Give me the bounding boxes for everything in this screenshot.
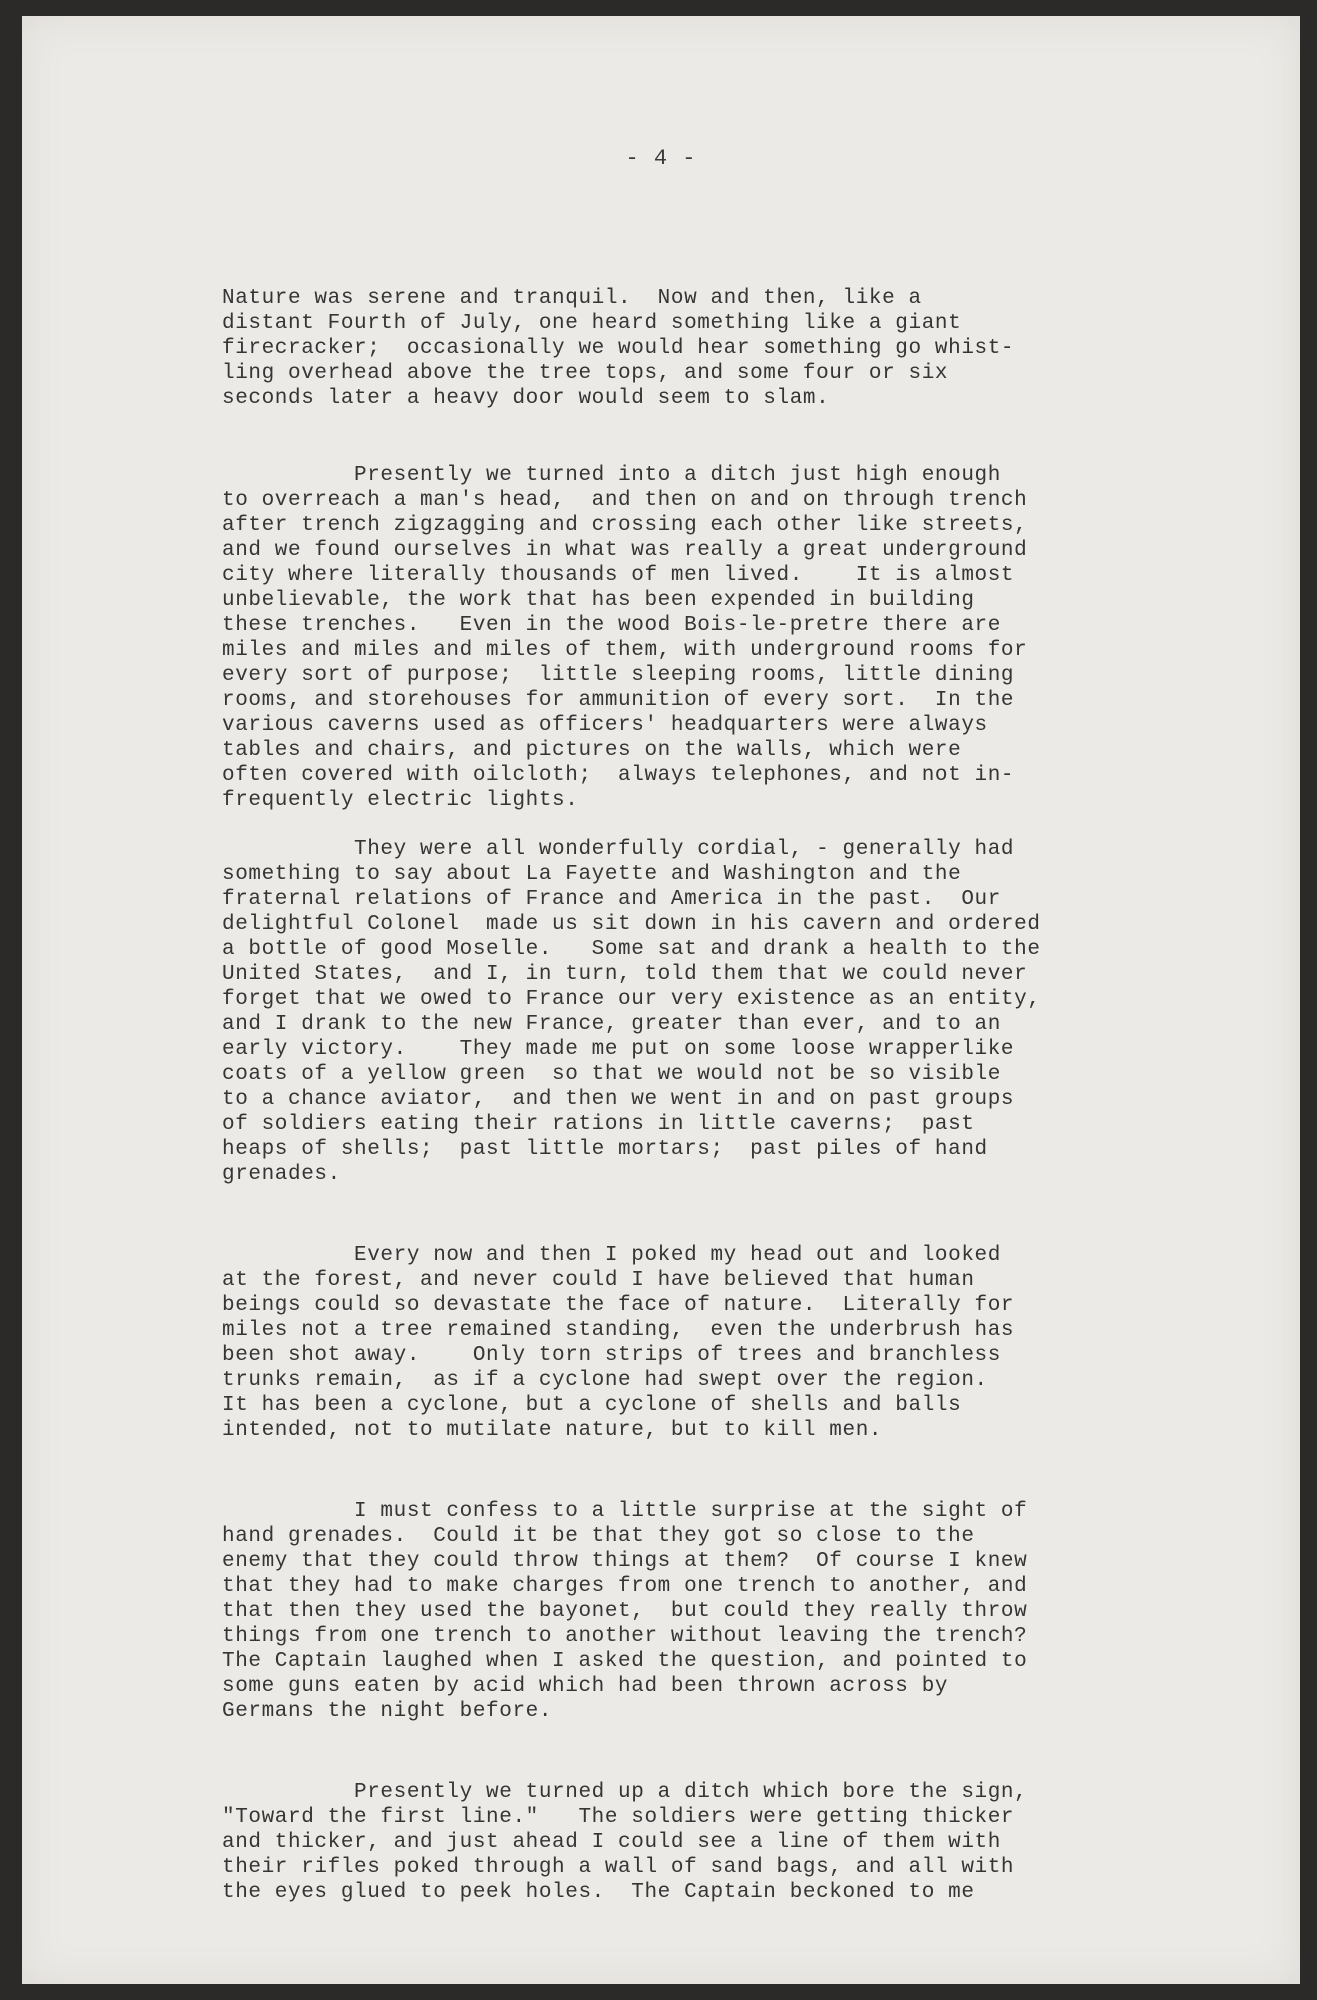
- paragraph: [222, 1243, 1222, 1443]
- text-line: unbelievable, the work that has been expended in building: [222, 589, 975, 612]
- text-line: Presently we turned up a ditch which bore the sign,: [222, 1781, 1028, 1804]
- text-line: It has been a cyclone, but a cyclone of shells and balls: [222, 1394, 962, 1417]
- text-line: every sort of purpose; little sleeping rooms, little dining: [222, 664, 1015, 687]
- text-line: Germans the night before.: [222, 1700, 553, 1723]
- text-line: Presently we turned into a ditch just high enough: [222, 464, 1001, 487]
- text-line: tables and chairs, and pictures on the walls, which were: [222, 739, 962, 762]
- text-line: often covered with oilcloth; always telephones, and not in-: [222, 764, 1015, 787]
- paragraph: [222, 837, 1222, 1187]
- text-line: "Toward the first line." The soldiers were getting thicker: [222, 1806, 1015, 1829]
- paragraph: [222, 1499, 1222, 1724]
- text-line: enemy that they could throw things at them? Of course I knew: [222, 1550, 1028, 1573]
- text-line: seconds later a heavy door would seem to slam.: [222, 387, 830, 410]
- text-line: things from one trench to another without leaving the trench?: [222, 1625, 1028, 1648]
- text-line: and we found ourselves in what was really a great underground: [222, 539, 1028, 562]
- text-line: that they had to make charges from one trench to another, and: [222, 1575, 1028, 1598]
- text-line: The Captain laughed when I asked the question, and pointed to: [222, 1650, 1028, 1673]
- text-line: beings could so devastate the face of nature. Literally for: [222, 1294, 1015, 1317]
- text-line: delightful Colonel made us sit down in his cavern and ordered: [222, 913, 1041, 936]
- paragraph: [222, 286, 1222, 411]
- text-line: firecracker; occasionally we would hear something go whist-: [222, 337, 1015, 360]
- text-line: fraternal relations of France and America in the past. Our: [222, 888, 1001, 911]
- text-line: to a chance aviator, and then we went in and on past groups: [222, 1088, 1015, 1111]
- text-line: something to say about La Fayette and Washington and the: [222, 863, 962, 886]
- text-line: and thicker, and just ahead I could see a line of them with: [222, 1831, 1001, 1854]
- page-number: - 4 -: [625, 146, 697, 171]
- text-line: early victory. They made me put on some loose wrapperlike: [222, 1038, 1015, 1061]
- text-line: various caverns used as officers' headquarters were always: [222, 714, 988, 737]
- text-line: a bottle of good Moselle. Some sat and drank a health to the: [222, 938, 1041, 961]
- document-body: [222, 286, 1222, 1905]
- text-line: grenades.: [222, 1163, 341, 1186]
- text-line: United States, and I, in turn, told them that we could never: [222, 963, 1028, 986]
- text-line: Every now and then I poked my head out and looked: [222, 1244, 1001, 1267]
- text-line: Nature was serene and tranquil. Now and then, like a: [222, 287, 922, 310]
- text-line: They were all wonderfully cordial, - generally had: [222, 838, 1015, 861]
- text-line: after trench zigzagging and crossing each other like streets,: [222, 514, 1028, 537]
- text-line: city where literally thousands of men lived. It is almost: [222, 564, 1015, 587]
- paragraph: [222, 1780, 1222, 1905]
- text-line: frequently electric lights.: [222, 789, 579, 812]
- text-line: miles not a tree remained standing, even the underbrush has: [222, 1319, 1015, 1342]
- text-line: rooms, and storehouses for ammunition of every sort. In the: [222, 689, 1015, 712]
- text-line: trunks remain, as if a cyclone had swept over the region.: [222, 1369, 988, 1392]
- text-line: I must confess to a little surprise at the sight of: [222, 1500, 1028, 1523]
- paragraph: [222, 463, 1222, 813]
- text-line: ling overhead above the tree tops, and some four or six: [222, 362, 949, 385]
- text-line: hand grenades. Could it be that they got so close to the: [222, 1525, 975, 1548]
- text-line: distant Fourth of July, one heard something like a giant: [222, 312, 962, 335]
- text-line: some guns eaten by acid which had been thrown across by: [222, 1675, 949, 1698]
- text-line: coats of a yellow green so that we would not be so visible: [222, 1063, 1001, 1086]
- text-line: of soldiers eating their rations in little caverns; past: [222, 1113, 975, 1136]
- text-line: at the forest, and never could I have believed that human: [222, 1269, 975, 1292]
- text-line: been shot away. Only torn strips of trees and branchless: [222, 1344, 1001, 1367]
- text-line: these trenches. Even in the wood Bois-le-pretre there are: [222, 614, 1001, 637]
- text-line: forget that we owed to France our very existence as an entity,: [222, 988, 1041, 1011]
- text-line: to overreach a man's head, and then on and on through trench: [222, 489, 1028, 512]
- text-line: that then they used the bayonet, but could they really throw: [222, 1600, 1028, 1623]
- text-line: and I drank to the new France, greater than ever, and to an: [222, 1013, 1001, 1036]
- document-page: [22, 16, 1300, 1984]
- text-line: their rifles poked through a wall of sand bags, and all with: [222, 1856, 1015, 1879]
- text-line: intended, not to mutilate nature, but to kill men.: [222, 1419, 883, 1442]
- text-line: the eyes glued to peek holes. The Captain beckoned to me: [222, 1881, 975, 1904]
- text-line: miles and miles and miles of them, with underground rooms for: [222, 639, 1028, 662]
- text-line: heaps of shells; past little mortars; past piles of hand: [222, 1138, 988, 1161]
